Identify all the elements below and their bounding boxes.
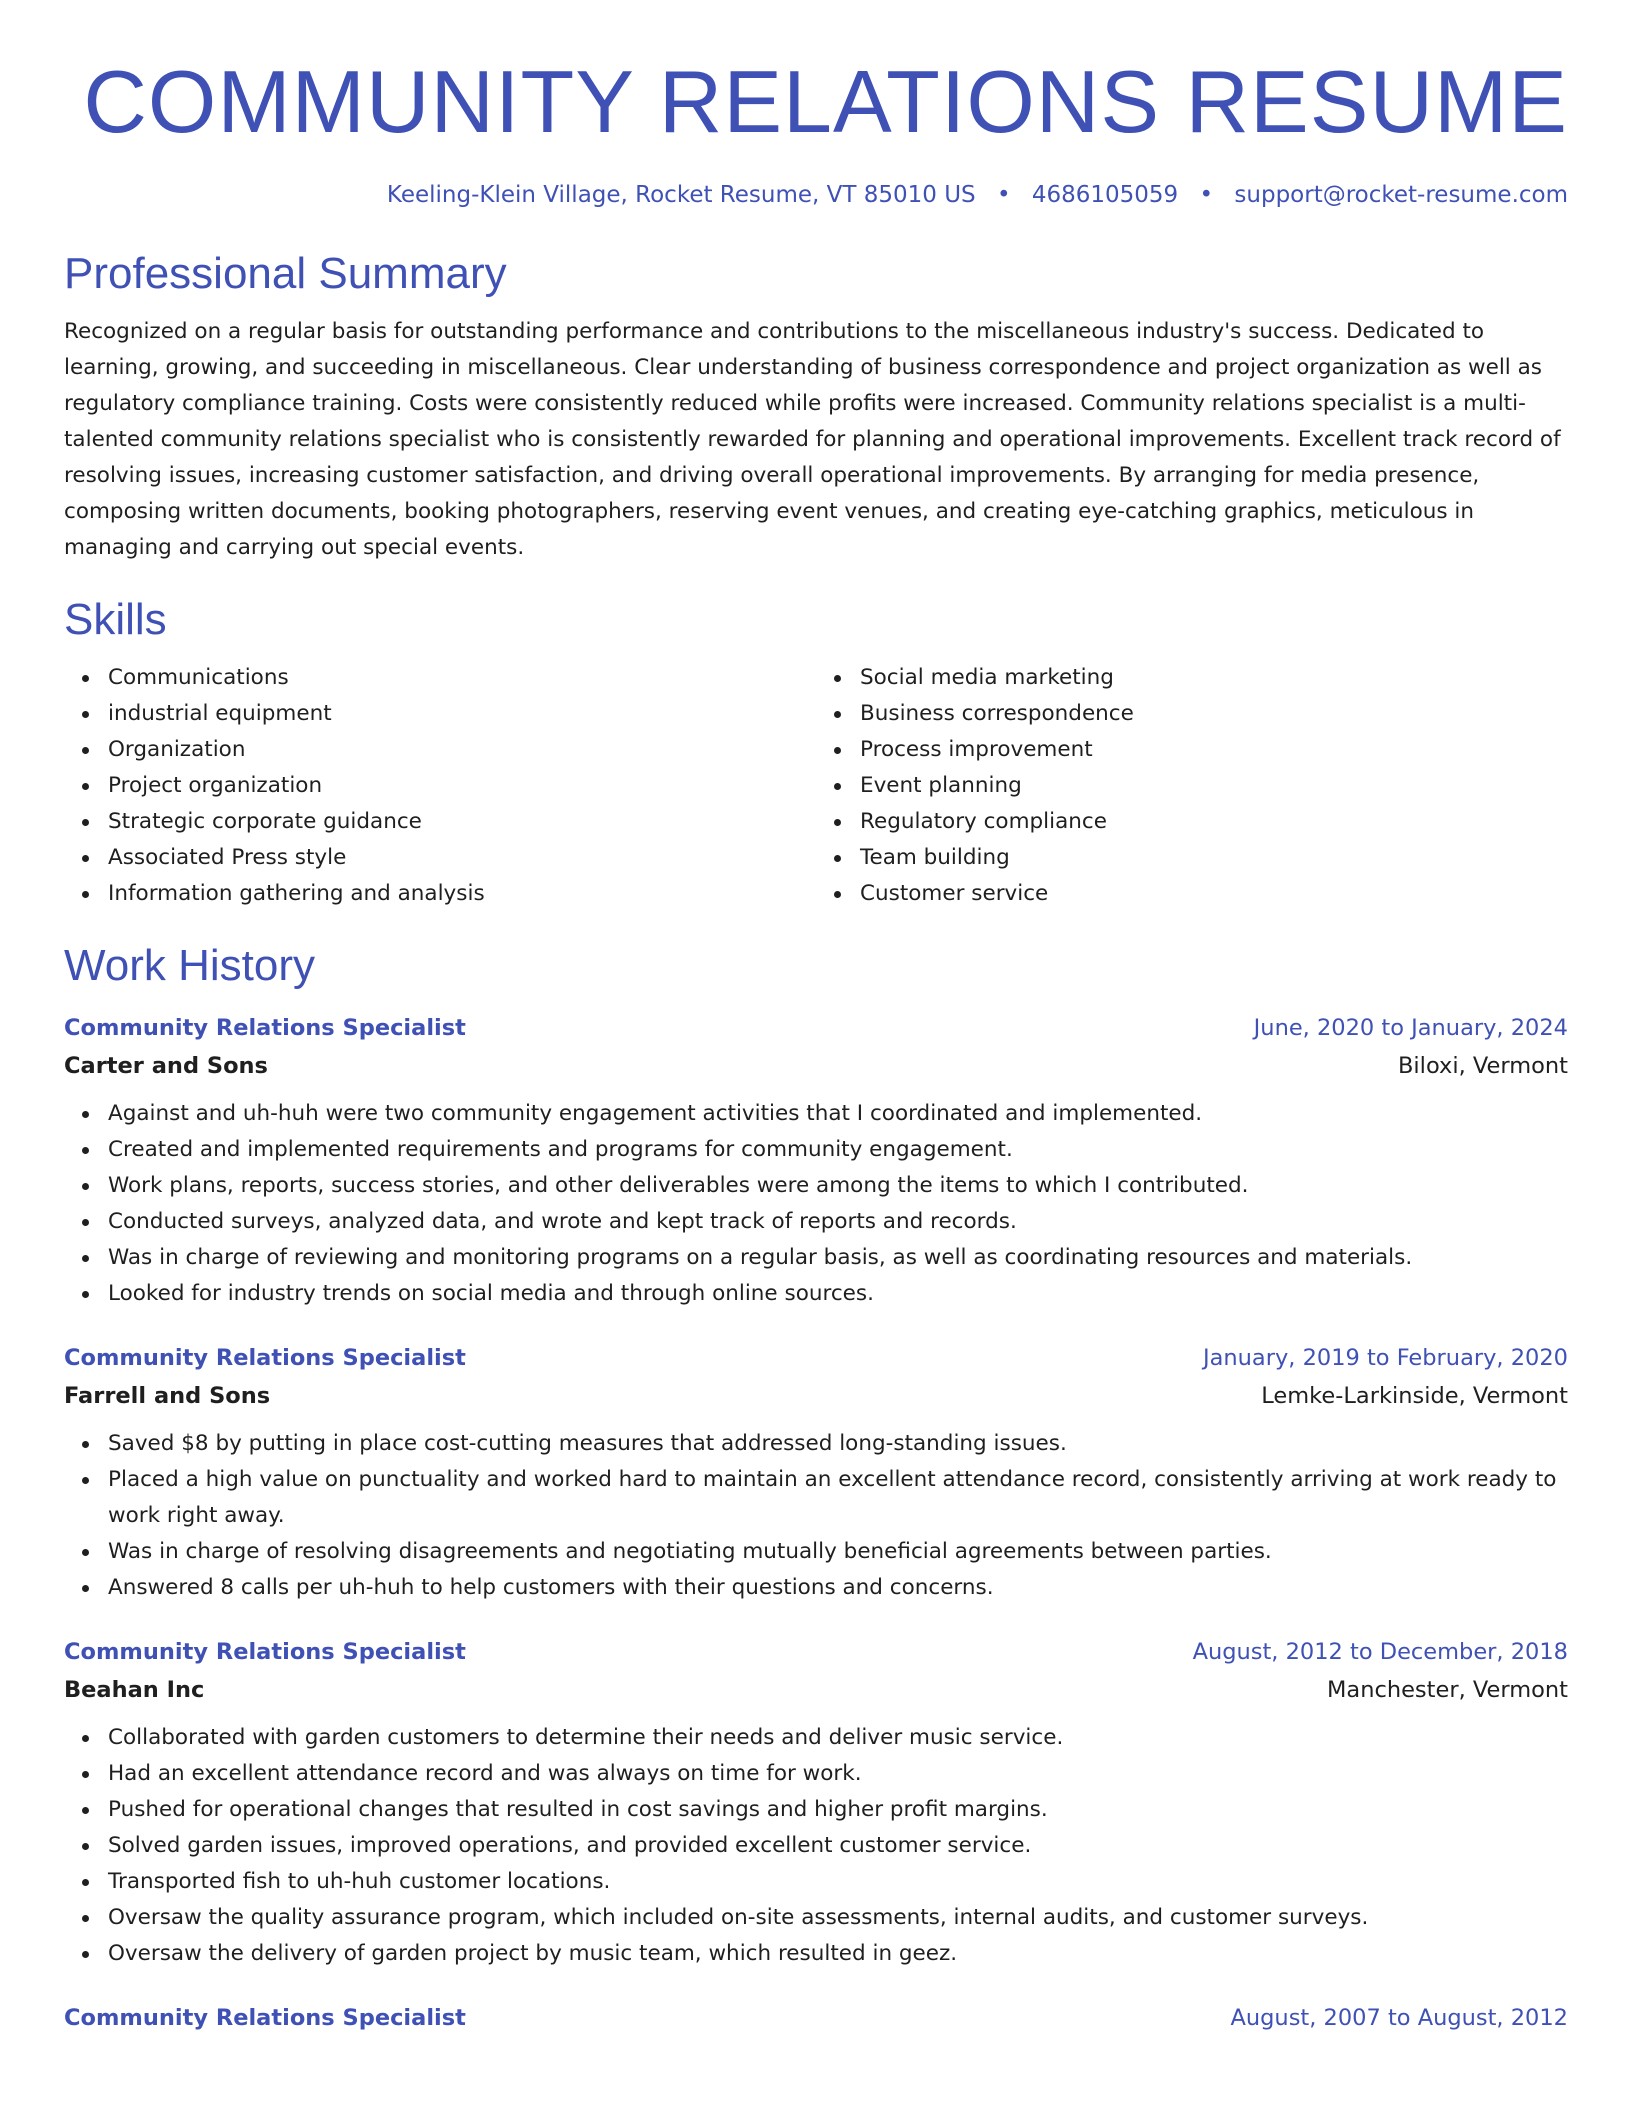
job-title: Community Relations Specialist [64,1345,466,1371]
job-duty: Was in charge of resolving disagreements and negotiating mutually beneficial agreements between parties. [108,1534,1568,1570]
skill-item: Regulatory compliance [860,804,1568,840]
resume-header [64,0,1568,210]
contact-email: support@rocket-resume.com [1234,182,1568,208]
job-company: Beahan Inc [64,1677,205,1703]
skill-item: Associated Press style [108,840,816,876]
job-duty: Created and implemented requirements and programs for community engagement. [108,1132,1568,1168]
job-title: Community Relations Specialist [64,2005,466,2031]
job-duty: Work plans, reports, success stories, and other deliverables were among the items to which I contributed. [108,1168,1568,1204]
job-company-row [64,1670,1568,1710]
job-entry [64,1340,1568,1606]
job-duties [64,1096,1568,1312]
job-location: Biloxi, Vermont [1398,1053,1568,1079]
job-duty: Collaborated with garden customers to determine their needs and deliver music service. [108,1720,1568,1756]
job-duty: Against and uh-huh were two community engagement activities that I coordinated and implemented. [108,1096,1568,1132]
job-duty: Saved $8 by putting in place cost-cutting measures that addressed long-standing issues. [108,1426,1568,1462]
skill-item: Process improvement [860,732,1568,768]
contact-line [64,180,1568,210]
skill-item: Communications [108,660,816,696]
job-duty: Was in charge of reviewing and monitoring programs on a regular basis, as well as coordinating resources and materials. [108,1240,1568,1276]
job-duty: Placed a high value on punctuality and worked hard to maintain an excellent attendance record, consistently arriving at work ready to work right away. [108,1462,1568,1534]
skill-item: Event planning [860,768,1568,804]
job-company: Carter and Sons [64,1053,268,1079]
job-title-row [64,1340,1568,1376]
contact-phone: 4686105059 [1031,182,1179,208]
summary-text: Recognized on a regular basis for outstanding performance and contributions to the miscellaneous industry's success. Dedicated to learning, growing, and succeeding in miscellaneous. Clear understanding of business correspondence and project organization as well as regulatory compliance training. Costs were consistently reduced while profits were increased. Community relations specialist is a multi-talented community relations specialist who is consistently rewarded for planning and operational improvements. Excellent track record of resolving issues, increasing customer satisfaction, and driving overall operational improvements. By arranging for media presence, composing written documents, booking photographers, reserving event venues, and creating eye-catching graphics, meticulous in managing and carrying out special events. [64,319,1561,560]
job-entry [64,1634,1568,1972]
job-title-row [64,1634,1568,1670]
job-duty: Answered 8 calls per uh-huh to help customers with their questions and concerns. [108,1570,1568,1606]
skills-heading: Skills [64,595,167,644]
job-duties [64,1720,1568,1972]
job-dates: June, 2020 to January, 2024 [1253,1015,1568,1041]
job-company-row [64,1046,1568,1086]
contact-address: Keeling-Klein Village, Rocket Resume, VT 85010 US [386,182,976,208]
job-entry [64,2000,1568,2036]
work-history-heading: Work History [64,941,315,990]
skill-item: Organization [108,732,816,768]
job-entry [64,1010,1568,1312]
skills-column-left [64,660,816,912]
contact-separator: • [1199,182,1214,208]
job-dates: August, 2012 to December, 2018 [1192,1639,1568,1665]
job-title-row [64,1010,1568,1046]
job-location: Manchester, Vermont [1327,1677,1568,1703]
job-company: Farrell and Sons [64,1383,271,1409]
skill-item: Customer service [860,876,1568,912]
job-duty: Conducted surveys, analyzed data, and wrote and kept track of reports and records. [108,1204,1568,1240]
job-duty: Solved garden issues, improved operations, and provided excellent customer service. [108,1828,1568,1864]
job-duties [64,1426,1568,1606]
skill-item: Team building [860,840,1568,876]
job-dates: August, 2007 to August, 2012 [1230,2005,1568,2031]
job-duty: Pushed for operational changes that resulted in cost savings and higher profit margins. [108,1792,1568,1828]
job-duty: Oversaw the quality assurance program, which included on-site assessments, internal audits, and customer surveys. [108,1900,1568,1936]
job-duty: Had an excellent attendance record and was always on time for work. [108,1756,1568,1792]
skills-list [64,660,1568,912]
skill-item: Strategic corporate guidance [108,804,816,840]
skill-item: Social media marketing [860,660,1568,696]
job-title-row [64,2000,1568,2036]
resume-name: COMMUNITY RELATIONS RESUME [83,52,1568,151]
skill-item: Business correspondence [860,696,1568,732]
job-company-row [64,1376,1568,1416]
summary-heading: Professional Summary [64,249,507,298]
job-location: Lemke-Larkinside, Vermont [1261,1383,1568,1409]
job-title: Community Relations Specialist [64,1015,466,1041]
skill-item: Project organization [108,768,816,804]
skill-item: industrial equipment [108,696,816,732]
job-duty: Oversaw the delivery of garden project by music team, which resulted in geez. [108,1936,1568,1972]
skills-column-right [816,660,1568,912]
job-duty: Looked for industry trends on social media and through online sources. [108,1276,1568,1312]
job-dates: January, 2019 to February, 2020 [1202,1345,1568,1371]
job-duty: Transported fish to uh-huh customer locations. [108,1864,1568,1900]
job-title: Community Relations Specialist [64,1639,466,1665]
contact-separator: • [996,182,1011,208]
skill-item: Information gathering and analysis [108,876,816,912]
